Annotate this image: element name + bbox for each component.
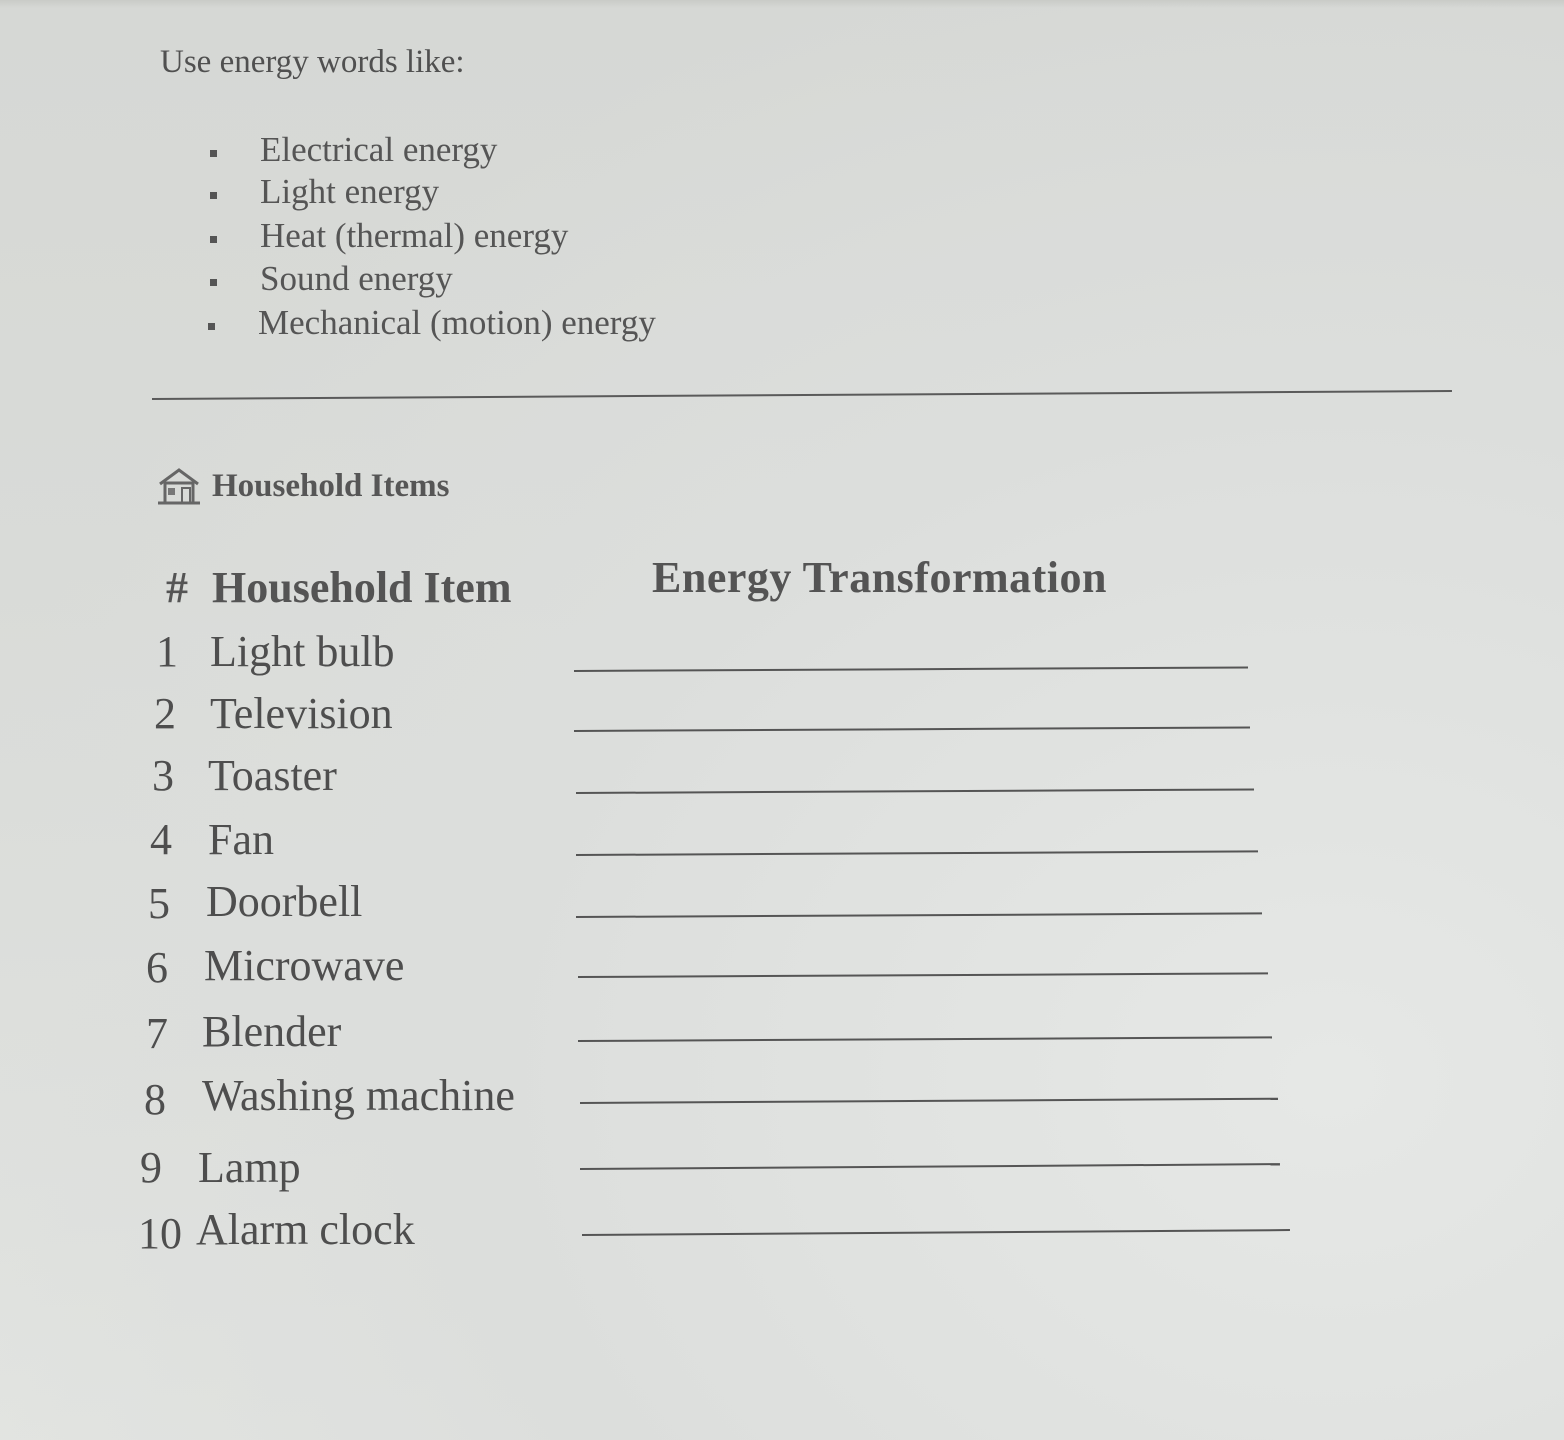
row-number: 4 (150, 815, 172, 864)
table-row (0, 750, 1564, 810)
answer-blank[interactable] (576, 850, 1258, 856)
row-item-name: Lamp (198, 1143, 301, 1192)
row-item-name: Fan (208, 815, 274, 864)
energy-word-item (258, 303, 656, 343)
answer-blank[interactable] (582, 1229, 1290, 1236)
bullet-icon (210, 279, 217, 286)
row-item-name: Alarm clock (196, 1205, 415, 1254)
row-number: 6 (146, 943, 168, 992)
row-number: 1 (156, 627, 178, 676)
table-header (0, 553, 1564, 616)
energy-word-item (260, 259, 453, 299)
row-number: 7 (146, 1009, 168, 1058)
bullet-icon (210, 236, 217, 243)
header-household-item: Household Item (212, 563, 512, 612)
section-title: Household Items (212, 467, 450, 504)
row-number: 2 (154, 689, 176, 738)
energy-word-label: Light energy (260, 172, 440, 211)
energy-word-label: Electrical energy (260, 130, 498, 169)
energy-word-label: Heat (thermal) energy (260, 216, 569, 255)
row-item-name: Blender (202, 1007, 342, 1056)
table-row (0, 876, 1564, 936)
row-number: 5 (148, 879, 170, 928)
bullet-icon (210, 150, 217, 157)
house-icon (156, 466, 202, 506)
energy-word-item (260, 172, 439, 212)
table-row (0, 1070, 1564, 1130)
row-number: 9 (140, 1143, 162, 1192)
answer-blank[interactable] (576, 788, 1254, 794)
row-item-name: Toaster (208, 751, 337, 800)
row-item-name: Television (210, 689, 393, 738)
answer-blank[interactable] (576, 912, 1262, 918)
table-row (0, 812, 1564, 872)
answer-blank[interactable] (578, 1036, 1272, 1042)
bullet-icon (208, 323, 215, 330)
table-row (0, 1140, 1564, 1200)
header-number: # (166, 563, 188, 612)
answer-blank[interactable] (580, 1098, 1278, 1104)
table-row (0, 624, 1564, 684)
energy-word-item (260, 216, 568, 256)
intro-text: Use energy words like: (160, 44, 465, 80)
row-item-name: Light bulb (210, 627, 395, 676)
bullet-icon (210, 192, 217, 199)
answer-blank[interactable] (580, 1163, 1280, 1170)
answer-blank[interactable] (578, 972, 1268, 978)
section-divider (152, 390, 1452, 400)
table-row (0, 1006, 1564, 1066)
table-row (0, 940, 1564, 1000)
answer-blank[interactable] (574, 726, 1250, 732)
row-item-name: Washing machine (202, 1071, 515, 1120)
table-row (0, 1204, 1564, 1264)
energy-word-label: Sound energy (260, 259, 453, 298)
page-edge-shadow (0, 0, 1564, 8)
energy-word-item (260, 130, 497, 170)
row-number: 3 (152, 751, 174, 800)
section-heading (156, 466, 449, 506)
row-item-name: Microwave (204, 941, 405, 990)
header-energy-transformation: Energy Transformation (652, 553, 1107, 602)
energy-word-label: Mechanical (motion) energy (258, 303, 656, 342)
row-number: 10 (138, 1209, 182, 1258)
table-row (0, 686, 1564, 746)
row-number: 8 (144, 1075, 166, 1124)
row-item-name: Doorbell (206, 877, 363, 926)
answer-blank[interactable] (574, 666, 1248, 672)
